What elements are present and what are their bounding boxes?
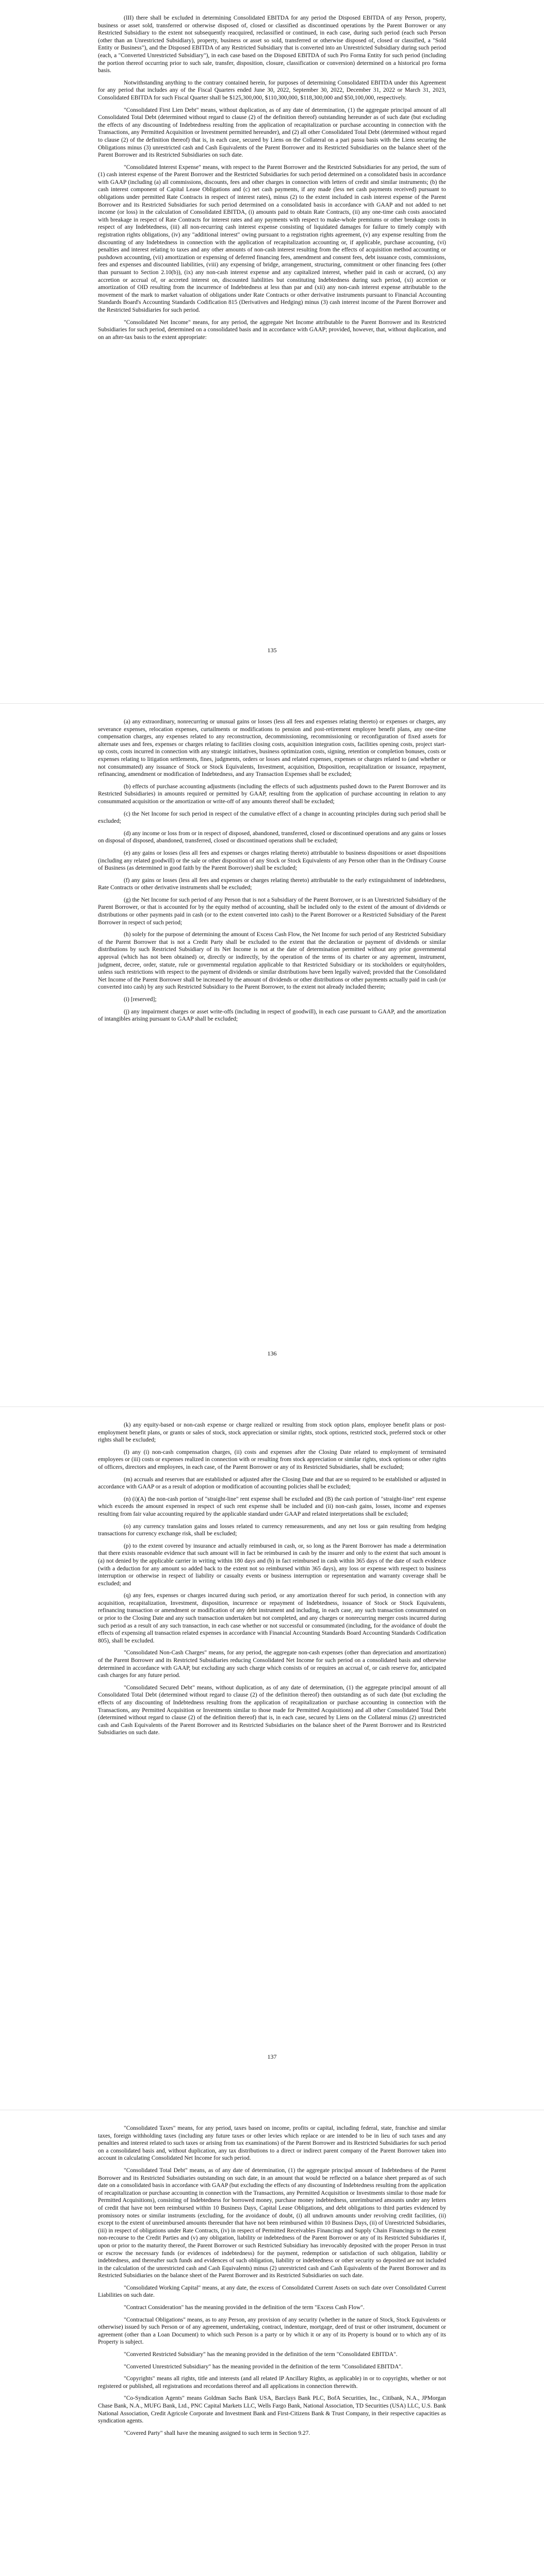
clause-j: (j) any impairment charges or asset write-offs (including in respect of goodwill), in each case pursuant to GAAP, and the amortization of intangibles arising pursuant to GAAP shall be excluded; (98, 1008, 446, 1023)
definition-contractual-obligations: "Contractual Obligations" means, as to any Person, any provision of any security (whether in the nature of Stock, Stock Equivalents or otherwise) issued by such Person or of any agreement, undertaking, contract, indenture, mortgage, deed of trust or other instrument, document or agreement (other than a Loan Document) to which such Person is a party or by which it or any of its Property is bound or to which any of its Property is subject. (98, 2316, 446, 2346)
clause-o: (o) any currency translation gains and losses related to currency remeasurements, and any net loss or gain resulting from hedging transactions for currency exchange risk, shall be excluded; (98, 1523, 446, 1537)
clause-l: (l) any (i) non-cash compensation charges, (ii) costs and expenses after the Closing Date related to employment of terminated employees or (iii) costs or expenses realized in connection with or resulting from stock appreciation or similar rights, stock options or other rights of officers, directors and employees, in each case, of the Parent Borrower or any of its Restricted Subsidiaries, shall be excluded; (98, 1449, 446, 1470)
clause-a: (a) any extraordinary, nonrecurring or unusual gains or losses (less all fees and expenses relating thereto) or expenses or charges, any severance expenses, relocation expenses, curtailments or modifications to pension and post-retirement employee benefit plans, any one-time compensation charges, any expenses related to any reconstruction, decommissioning, recommissioning or reconfiguration of fixed assets for alternate uses and fees, expenses or charges relating to facilities closing costs, acquisition integration costs, facilities opening costs, project start-up costs, costs incurred in connection with any strategic initiatives, business optimization costs, signing, retention or completion bonuses, costs or expenses relating to litigation settlements, fines, judgments, orders or losses and related expenses, expenses or charges related to (and whether or not consummated) any issuance of Stock or Stock Equivalents, Investment, acquisition, Disposition, recapitalization or issuance, repayment, refinancing, amendment or modification of Indebtedness, and any Transaction Expenses shall be excluded; (98, 719, 446, 778)
clause-m: (m) accruals and reserves that are established or adjusted after the Closing Date and that are so required to be established or adjusted in accordance with GAAP or as a result of adoption or modification of accounting policies shall be excluded; (98, 1476, 446, 1490)
definition-consolidated-working-capital: "Consolidated Working Capital" means, at any date, the excess of Consolidated Current Assets on such date over Consolidated Current Liabilities on such date. (98, 2284, 446, 2299)
clause-e: (e) any gains or losses (less all fees and expenses or charges relating thereto) attributable to business dispositions or asset dispositions (including any related goodwill) or the sale or other disposition of any Stock or Stock Equivalents of any Person other than in the Ordinary Course of Business (as determined in good faith by the Parent Borrower) shall be excluded; (98, 850, 446, 872)
page-135 (0, 0, 544, 703)
clause-q: (q) any fees, expenses or charges incurred during such period, or any amortization thereof for such period, in connection with any acquisition, recapitalization, Investment, disposition, incurrence or repayment of Indebtedness, issuance of Stock or Stock Equivalents, refinancing transaction or amendment or modification of any debt instrument and including, in each case, any such transaction consummated on or prior to the Closing Date and any such transaction undertaken but not completed, and any charges or nonrecurring merger costs incurred during such period as a result of any such transaction, in each case whether or not successful or consummated (including, for the avoidance of doubt the effects of expensing all transaction related expenses in accordance with Financial Accounting Standards Board Accounting Standards Codification 805), shall be excluded. (98, 1592, 446, 1644)
definition-consolidated-taxes: "Consolidated Taxes" means, for any period, taxes based on income, profits or capital, including federal, state, franchise and similar taxes, foreign withholding taxes (including any future taxes or other levies which replace or are intended to be in lieu of such taxes and any penalties and interest related to such taxes or arising from tax examinations) of the Parent Borrower and its Restricted Subsidiaries for such period on a consolidated basis and, without duplication, any tax distributions to a direct or indirect parent company of the Parent Borrower taken into account in calculating Consolidated Net Income for such period. (98, 2125, 446, 2162)
definition-consolidated-secured-debt: "Consolidated Secured Debt" means, without duplication, as of any date of determination, (1) the aggregate principal amount of all Consolidated Total Debt (determined without regard to clause (2) of the definition thereof) then outstanding as of such date (but excluding the effects of any discounting of Indebtedness resulting from the application of recapitalization or purchase accounting in connection with the Transactions, any Permitted Acquisition or Investments similar to those made for Permitted Acquisitions) and all other Consolidated Total Debt (determined without regard to clause (2) of the definition thereof) that is, in each case, secured by Liens on the Collateral minus (2) unrestricted cash and Cash Equivalents of the Parent Borrower and its Restricted Subsidiaries on the balance sheet of the Parent Borrower and its Restricted Subsidiaries on such date. (98, 1684, 446, 1736)
clause-g: (g) the Net Income for such period of any Person that is not a Subsidiary of the Parent Borrower, or is an Unrestricted Subsidiary of the Parent Borrower, or that is accounted for by the equity method of accounting, shall be included only to the extent of the amount of dividends or distributions or other payments paid in cash (or to the extent converted into cash) to the Parent Borrower or a Restricted Subsidiary of the Parent Borrower in respect of such period; (98, 896, 446, 926)
page-136 (0, 704, 544, 1407)
clause-b: (b) effects of purchase accounting adjustments (including the effects of such adjustments pushed down to the Parent Borrower and its Restricted Subsidiaries) in amounts required or permitted by GAAP, resulting from the application of purchase accounting in relation to any consummated acquisition or the amortization or write-off of any amounts thereof shall be excluded; (98, 783, 446, 805)
definition-copyrights: "Copyrights" means all rights, title and interests (and all related IP Ancillary Rights, as applicable) in or to copyrights, whether or not registered or published, all registrations and recordations thereof and all applications in connection therewith. (98, 2376, 446, 2389)
definition-contract-consideration: "Contract Consideration" has the meaning provided in the definition of the term "Excess Cash Flow". (124, 2304, 365, 2311)
clause-f: (f) any gains or losses (less all fees and expenses or charges relating thereto) attributable to the early extinguishment of indebtedness, Rate Contracts or other derivative instruments shall be excluded; (98, 877, 446, 891)
definition-consolidated-interest-expense: "Consolidated Interest Expense" means, with respect to the Parent Borrower and the Restricted Subsidiaries for any period, the sum of (1) cash interest expense of the Parent Borrower and the Restricted Subsidiaries for such period determined on a consolidated basis in accordance with GAAP (including (a) all commissions, discounts, fees and other charges in connection with letters of credit and similar instruments; (b) the cash interest component of Capital Lease Obligations and (c) net cash payments, if any made (less net cash payments received) pursuant to obligations under permitted Rate Contracts in respect of interest rates), minus (2) to the extent included in cash interest expense of the Parent Borrower and its Restricted Subsidiaries for such period determined on a consolidated basis in accordance with GAAP and not added to net income (or loss) in the calculation of Consolidated EBITDA, (i) amounts paid to obtain Rate Contracts, (ii) any one-time cash costs associated with breakage in respect of Rate Contracts for interest rates and any payments with respect to make-whole premiums or other breakage costs in respect of any Indebtedness, (iii) all non-recurring cash interest expense consisting of liquidated damages for failure to timely comply with registration rights obligations, (iv) any "additional interest" owing pursuant to a registration rights agreement, (v) any expense resulting from the discounting of any Indebtedness in connection with the application of recapitalization accounting or, if applicable, purchase accounting, (vi) penalties and interest relating to taxes and any other amounts of non-cash interest resulting from the effects of acquisition method accounting or pushdown accounting, (vii) amortization or expensing of deferred financing fees, amendment and consent fees, debt issuance costs, commissions, fees and expenses and discounted liabilities, (viii) any expensing of bridge, arrangement, structuring, commitment or other financing fees (other than pursuant to Section 2.10(b)), (ix) any non-cash interest expense and any capitalized interest, whether paid in cash or accrued, (x) any accretion or accrual of, or accreted interest on, discounted liabilities but constituting Indebtedness during such period, (xi) accretion or amortization of OID resulting from the incurrence of Indebtedness at less than par and (xii) any non-cash interest expense attributable to the movement of the mark to market valuation of obligations under Rate Contracts or other derivative instruments pursuant to Financial Accounting Standards Board's Accounting Standards Codification 815 (Derivatives and Hedging) minus (3) cash interest income of the Parent Borrower and the Restricted Subsidiaries for such period. (98, 164, 446, 313)
definition-consolidated-first-lien-debt: "Consolidated First Lien Debt" means, without duplication, as of any date of determination, (1) the aggregate principal amount of all Consolidated Total Debt (determined without regard to clause (2) of the definition thereof) outstanding hereunder as of such date (but excluding the effects of any discounting of Indebtedness resulting from the application of recapitalization or purchase accounting in connection with the Transactions, any Permitted Acquisition or Investment permitted hereunder), and (2) all other Consolidated Total Debt (determined without regard to clause (2) of the definition thereof) that is, in each case, secured by Liens on the Collateral on a pari passu basis with the Liens securing the Obligations minus (3) unrestricted cash and Cash Equivalents of the Parent Borrower and its Restricted Subsidiaries on the balance sheet of the Parent Borrower and its Restricted Subsidiaries on such date. (98, 107, 446, 159)
page-number: 136 (267, 1350, 277, 1357)
clause-h: (h) solely for the purpose of determining the amount of Excess Cash Flow, the Net Income for such period of any Restricted Subsidiary of the Parent Borrower that is not a Credit Party shall be excluded to the extent that the declaration or payment of dividends or similar distributions by such Restricted Subsidiary of its Net Income is not at the date of determination permitted without any prior governmental approval (which has not been obtained) or, directly or indirectly, by the operation of the terms of its charter or any agreement, instrument, judgment, decree, order, statute, rule or governmental regulation applicable to that Restricted Subsidiary or its stockholders or equityholders, unless such restrictions with respect to the payment of dividends or similar distributions have been legally waived; provided that the Consolidated Net Income of the Parent Borrower shall be increased by the amount of dividends or other distributions or other payments actually paid in cash (or converted into cash) by any such Restricted Subsidiary to the Parent Borrower, to the extent not already included therein; (98, 931, 446, 991)
definition-consolidated-net-income: "Consolidated Net Income" means, for any period, the aggregate Net Income attributable to the Parent Borrower and its Restricted Subsidiaries for such period, determined on a consolidated basis and in accordance with GAAP; provided, however, that, without duplication, and on an after-tax basis to the extent appropriate: (98, 319, 446, 341)
clause-k: (k) any equity-based or non-cash expense or charge realized or resulting from stock option plans, employee benefit plans or post-employment benefit plans, or grants or sales of stock, stock appreciation or similar rights, stock options, restricted stock, preferred stock or other rights shall be excluded; (98, 1422, 446, 1444)
paragraph: Notwithstanding anything to the contrary contained herein, for purposes of determining Consolidated EBITDA under this Agreement for any period that includes any of the Fiscal Quarters ended June 30, 2022, September 30, 2022, December 31, 2022 or March 31, 2023, Consolidated EBITDA for such Fiscal Quarter shall be $125,300,000, $110,300,000, $118,300,000 and $50,100,000, respectively. (98, 79, 446, 101)
definition-consolidated-total-debt: "Consolidated Total Debt" means, as of any date of determination, (1) the aggregate principal amount of Indebtedness of the Parent Borrower and its Restricted Subsidiaries outstanding on such date, in an amount that would be reflected on a balance sheet prepared as of such date on a consolidated basis in accordance with GAAP (but excluding the effects of any discounting of Indebtedness resulting from the application of recapitalization or purchase accounting in connection with the Transactions, any Permitted Acquisition or Investments similar to those made for Permitted Acquisitions), consisting of Indebtedness for borrowed money, purchase money indebtedness, unreimbursed amounts under any letters of credit that have not been reimbursed within 10 Business Days, Capital Lease Obligations, and debt obligations to third parties evidenced by promissory notes or similar instruments (excluding, for the avoidance of doubt, (i) all undrawn amounts under revolving credit facilities, (ii) except to the extent of unreimbursed amounts thereunder that have not been reimbursed within 10 Business Days, (ii) of Unrestricted Subsidiaries, (iii) in respect of obligations under Rate Contracts, (iv) in respect of Permitted Receivables Financings and Supply Chain Financings to the extent non-recourse to the Credit Parties and (v) any obligation, liability or indebtedness of the Parent Borrower or any of its Restricted Subsidiaries if, upon or prior to the maturity thereof, the Parent Borrower or such Restricted Subsidiary has irrevocably deposited with the proper Person in trust or escrow the necessary funds (or evidences of indebtedness) for the payment, redemption or satisfaction of such obligation, liability or indebtedness, and thereafter such funds and evidences of such obligation, liability or indebtedness or other security so deposited are not included in the calculation of the unrestricted cash and Cash Equivalents) minus (2) unrestricted cash and Cash Equivalents of the Parent Borrower and its Restricted Subsidiaries on the balance sheet of the Parent Borrower and its Restricted Subsidiaries on such date. (98, 2167, 446, 2279)
page-137 (0, 1407, 544, 2110)
clause-i: (i) [reserved]; (124, 996, 157, 1003)
definition-co-syndication-agents: "Co-Syndication Agents" means Goldman Sachs Bank USA, Barclays Bank PLC, BofA Securities, Inc., Citibank, N.A., JPMorgan Chase Bank, N.A., MUFG Bank, Ltd., PNC Capital Markets LLC, Wells Fargo Bank, National Association, TD Securities (USA) LLC, U.S. Bank National Association, Credit Agricole Corporate and Investment Bank and First-Citizens Bank & Trust Company, in their respective capacities as syndication agents. (98, 2395, 446, 2425)
definition-covered-party: "Covered Party" shall have the meaning assigned to such term in Section 9.27. (124, 2430, 310, 2436)
clause-d: (d) any income or loss from or in respect of disposed, abandoned, transferred, closed or discontinued operations and any gains or losses on disposal of disposed, abandoned, transferred, closed or discontinued operations shall be excluded; (98, 830, 446, 844)
definition-converted-restricted-subsidiary: "Converted Restricted Subsidiary" has the meaning provided in the definition of the term "Consolidated EBITDA". (124, 2351, 398, 2358)
clause-n: (n) (i)(A) the non-cash portion of "straight-line" rent expense shall be excluded and (B) the cash portion of "straight-line" rent expense which exceeds the amount expensed in respect of such rent expense shall be included and (ii) non-cash gains, losses, income and expenses resulting from fair value accounting required by the applicable standard under GAAP and related interpretations shall be excluded; (98, 1496, 446, 1517)
definition-converted-unrestricted-subsidiary: "Converted Unrestricted Subsidiary" has the meaning provided in the definition of the term "Consolidated EBITDA". (124, 2363, 403, 2370)
definition-consolidated-non-cash-charges: "Consolidated Non-Cash Charges" means, for any period, the aggregate non-cash expenses (other than depreciation and amortization) of the Parent Borrower and its Restricted Subsidiaries reducing Consolidated Net Income for such period on a consolidated basis and otherwise determined in accordance with GAAP, but excluding any such charge which consists of or requires an accrual of, or cash reserve for, anticipated cash charges for any future period. (98, 1650, 446, 1679)
clause-c: (c) the Net Income for such period in respect of the cumulative effect of a change in accounting principles during such period shall be excluded; (98, 810, 446, 825)
page-number: 137 (267, 2053, 277, 2060)
page-138 (0, 2110, 544, 2576)
paragraph: (III) there shall be excluded in determining Consolidated EBITDA for any period the Disposed EBITDA of any Person, property, business or asset sold, transferred or otherwise disposed of, closed or classified as discontinued operations by the Parent Borrower or any Restricted Subsidiary to the extent not subsequently reacquired, reclassified or continued, in each case, during such period (each such Person (other than an Unrestricted Subsidiary), property, business or asset so sold, transferred or otherwise disposed of, closed or classified, a "Sold Entity or Business"), and the Disposed EBITDA of any Restricted Subsidiary that is converted into an Unrestricted Subsidiary during such period (each, a "Converted Unrestricted Subsidiary"), in each case based on the Disposed EBITDA of such Pro Forma Entity for such period (including the portion thereof occurring prior to such sale, transfer, disposition, closure, classification or conversion) determined on a historical pro forma basis. (98, 15, 446, 74)
page-number: 135 (267, 647, 277, 654)
clause-p: (p) to the extent covered by insurance and actually reimbursed in cash, or, so long as the Parent Borrower has made a determination that there exists reasonable evidence that such amount will in fact be reimbursed in cash by the insurer and only to the extent that such amount is (a) not denied by the applicable carrier in writing within 180 days and (b) in fact reimbursed in cash within 365 days of the date of such evidence (with a deduction for any amount so added back to the extent not so reimbursed within 365 days), any loss or expense with respect to business interruption or otherwise in respect of liability or casualty events or business interruption or representation and warranty coverage shall be excluded; and (98, 1543, 446, 1587)
